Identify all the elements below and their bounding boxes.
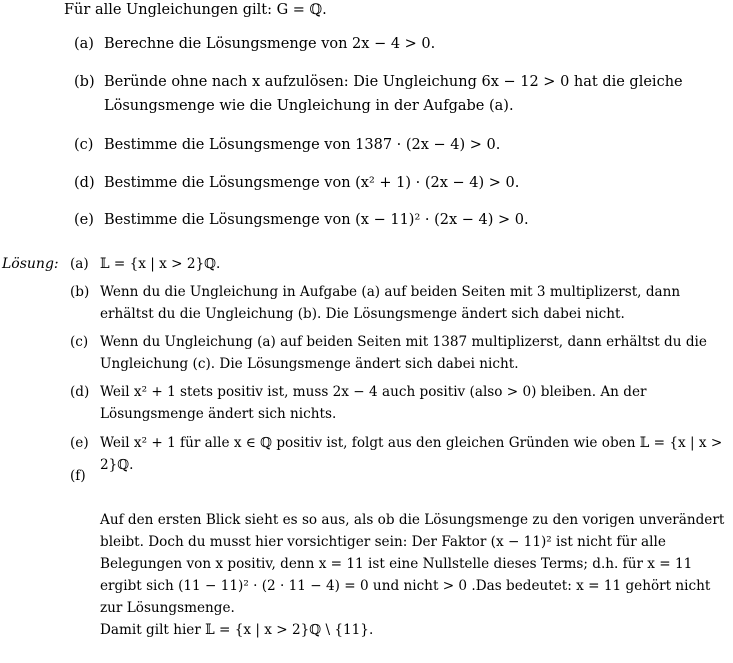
solution-text: 𝕃 = {x | x > 2}ℚ. xyxy=(100,256,221,272)
solution-label: (f) xyxy=(70,468,86,484)
task-label: (d) xyxy=(74,175,95,191)
solution-f xyxy=(70,465,732,663)
solution-label: (c) xyxy=(70,334,89,350)
solution-a xyxy=(70,253,732,275)
task-label: (e) xyxy=(74,212,94,228)
task-label: (a) xyxy=(74,36,94,52)
solution-text: Weil x² + 1 für alle x ∈ ℚ positiv ist, folgt aus den gleichen Gründen wie oben 𝕃 = {x | x > 2}ℚ. xyxy=(100,435,723,473)
solution-label: (a) xyxy=(70,256,89,272)
task-b xyxy=(74,70,729,118)
task-text: Berechne die Lösungsmenge von 2x − 4 > 0. xyxy=(104,36,436,52)
solution-text: Weil x² + 1 stets positiv ist, muss 2x − 4 auch positiv (also > 0) bleiben. An der Lösungsmenge ändert sich nichts. xyxy=(100,384,647,422)
solution-heading: Lösung: xyxy=(2,256,59,272)
solution-label: (b) xyxy=(70,284,90,300)
task-text: Bestimme die Lösungsmenge von (x − 11)² · (2x − 4) > 0. xyxy=(104,212,529,228)
task-text: Bestimme die Lösungsmenge von (x² + 1) · (2x − 4) > 0. xyxy=(104,175,520,191)
solution-text: Wenn du Ungleichung (a) auf beiden Seiten mit 1387 multiplizerst, dann erhältst du die Ungleichung (c). Die Lösungsmenge ändert sich dabei nicht. xyxy=(100,334,707,372)
task-text: Beründe ohne nach x aufzulösen: Die Ungleichung 6x − 12 > 0 hat die gleiche Lösungsmenge wie die Ungleichung in der Aufgabe (a). xyxy=(104,74,683,114)
task-label: (c) xyxy=(74,137,94,153)
solution-text: Auf den ersten Blick sieht es so aus, als ob die Lösungsmenge zu den vorigen unverändert bleibt. Doch du musst hier vorsichtiger sein: Der Faktor (x − 11)² ist nicht für alle Belegungen von x positiv, denn x = 11 ist eine Nullstelle dieses Terms; d.h. für x = 11 ergibt sich (11 − 11)² · (2 · 11 − 4) = 0 und nicht > 0 .Das bedeutet: x = 11 gehört nicht zur Lösungsmenge. Damit gilt hier 𝕃 = {x | x > 2}ℚ \ {11}. xyxy=(100,512,725,638)
solution-b xyxy=(70,281,732,325)
solution-c xyxy=(70,331,732,375)
solution-text: Wenn du die Ungleichung in Aufgabe (a) auf beiden Seiten mit 3 multiplizerst, dann erhältst du die Ungleichung (b). Die Lösungsmenge ändert sich dabei nicht. xyxy=(100,284,681,322)
task-a xyxy=(74,32,729,56)
task-text: Bestimme die Lösungsmenge von 1387 · (2x − 4) > 0. xyxy=(104,137,501,153)
task-c xyxy=(74,133,729,157)
task-label: (b) xyxy=(74,74,95,90)
task-e xyxy=(74,208,729,232)
solution-label: (d) xyxy=(70,384,90,400)
solution-d xyxy=(70,381,732,425)
intro-text: Für alle Ungleichungen gilt: G = ℚ. xyxy=(64,2,327,18)
task-d xyxy=(74,171,729,195)
solution-label: (e) xyxy=(70,435,89,451)
